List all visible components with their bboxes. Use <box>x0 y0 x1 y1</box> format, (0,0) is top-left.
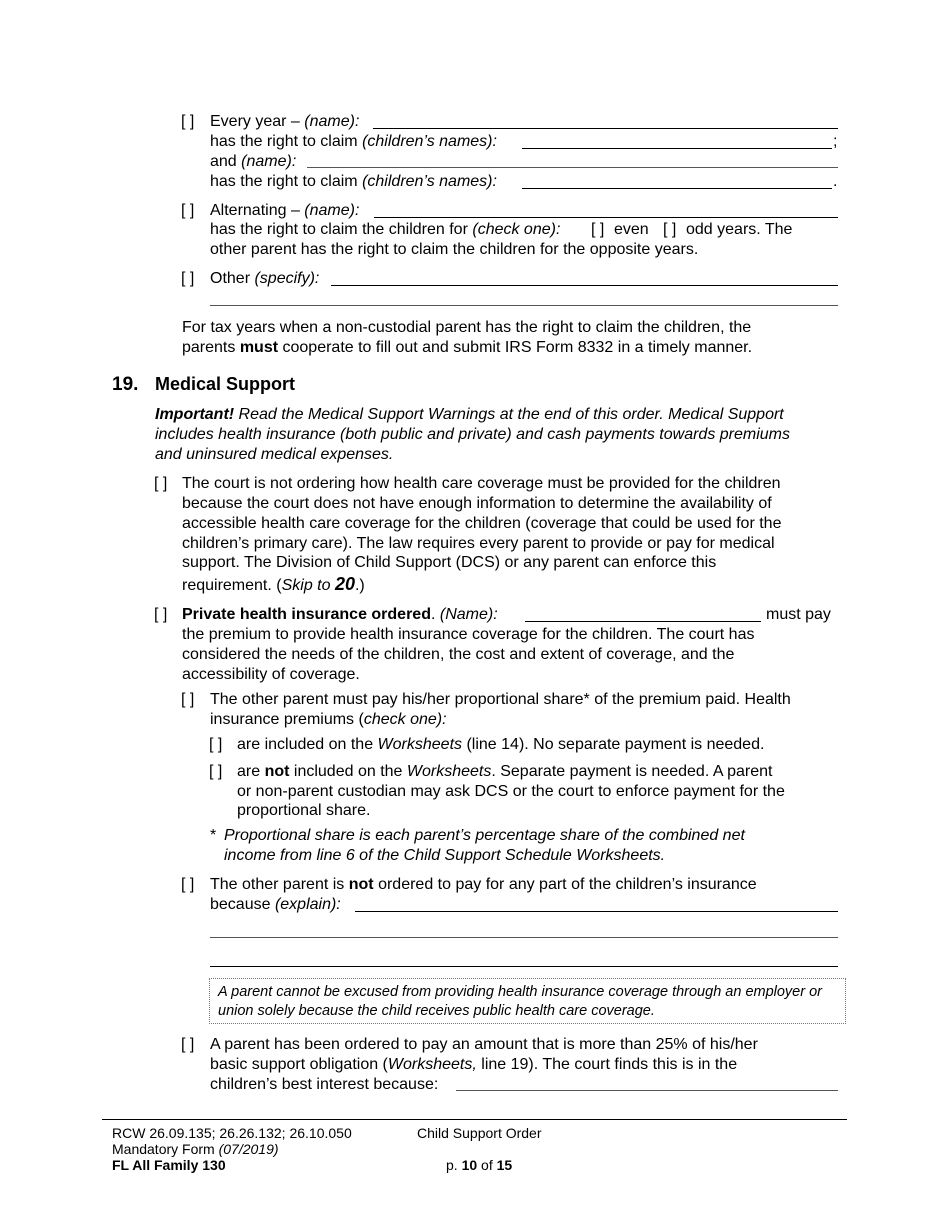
alternating-claim-text: has the right to claim the children for (check one): <box>210 221 561 238</box>
other-parent-pays-line-2: insurance premiums (check one): <box>210 711 447 728</box>
every-year-right-text-2: has the right to claim (children’s names): <box>210 173 497 190</box>
alternating-checkbox[interactable]: [ ] <box>181 202 195 219</box>
private-insurance-checkbox[interactable]: [ ] <box>154 606 168 623</box>
footer-page-number: p. 10 of 15 <box>446 1157 513 1173</box>
footnote-line-1: Proportional share is each parent’s percentage share of the combined net <box>224 827 745 844</box>
even-years-checkbox[interactable]: [ ] <box>591 221 605 238</box>
over-25-line-2: basic support obligation (Worksheets, line 19). The court finds this is in the <box>210 1056 738 1073</box>
other-specify-field-2[interactable] <box>210 305 838 306</box>
included-text: are included on the Worksheets (line 14). No separate payment is needed. <box>237 736 765 753</box>
important-line-1: Important! Read the Medical Support Warnings at the end of this order. Medical Support <box>155 406 784 423</box>
every-year-name-field-2[interactable] <box>307 167 838 168</box>
other-parent-pays-checkbox[interactable]: [ ] <box>181 691 195 708</box>
not-ordered-line-2: because (explain): <box>210 896 341 913</box>
every-year-children-field-2[interactable] <box>522 188 832 189</box>
other-specify-field[interactable] <box>331 285 838 286</box>
semicolon: ; <box>833 133 838 150</box>
footer-mandatory: Mandatory Form (07/2019) <box>112 1141 279 1157</box>
private-insurance-line-3: considered the needs of the children, the cost and extent of coverage, and the <box>182 646 735 663</box>
every-year-children-field-1[interactable] <box>522 148 832 149</box>
period: . <box>833 173 838 190</box>
notice-line-2: union solely because the child receives public health care coverage. <box>218 1003 655 1019</box>
tax-note-line-2: parents must cooperate to fill out and submit IRS Form 8332 in a timely manner. <box>182 339 753 356</box>
important-line-2: includes health insurance (both public and private) and cash payments towards premiums <box>155 426 791 443</box>
every-year-checkbox[interactable]: [ ] <box>181 113 195 130</box>
every-year-name-field[interactable] <box>373 128 838 129</box>
not-ordered-checkbox[interactable]: [ ] <box>181 876 195 893</box>
over-25-checkbox[interactable]: [ ] <box>181 1036 195 1053</box>
not-included-checkbox[interactable]: [ ] <box>209 763 223 780</box>
private-insurance-line-2: the premium to provide health insurance coverage for the children. The court has <box>182 626 755 643</box>
footer-form-id: FL All Family 130 <box>112 1157 226 1173</box>
other-label: Other (specify): <box>210 270 320 287</box>
other-parent-pays-line-1: The other parent must pay his/her proportional share* of the premium paid. Health <box>210 691 791 708</box>
footnote-line-2: income from line 6 of the Child Support Schedule Worksheets. <box>224 847 666 864</box>
private-insurance-name-field[interactable] <box>525 621 761 622</box>
must-pay-text: must pay <box>766 606 831 623</box>
explain-field-3[interactable] <box>210 966 838 967</box>
tax-note-line-1: For tax years when a non-custodial parent has the right to claim the children, the <box>182 319 752 336</box>
odd-years-checkbox[interactable]: [ ] <box>663 221 677 238</box>
not-ordering-line-6: requirement. (Skip to 20.) <box>182 574 365 594</box>
important-line-3: and uninsured medical expenses. <box>155 446 394 463</box>
alternating-label: Alternating – (name): <box>210 202 360 219</box>
other-checkbox[interactable]: [ ] <box>181 270 195 287</box>
not-included-line-2: or non-parent custodian may ask DCS or the court to enforce payment for the <box>237 783 785 800</box>
not-ordered-line-1: The other parent is not ordered to pay for any part of the children’s insurance <box>210 876 757 893</box>
notice-line-1: A parent cannot be excused from providing health insurance coverage through an employer or <box>218 984 822 1000</box>
private-insurance-line-1: Private health insurance ordered. (Name): <box>182 606 498 623</box>
odd-years-label: odd years. The <box>686 221 793 238</box>
alternating-name-field[interactable] <box>374 217 838 218</box>
not-ordering-line-3: accessible health care coverage for the children (coverage that could be used for the <box>182 515 782 532</box>
footer-rule <box>102 1119 847 1120</box>
footer-rcw: RCW 26.09.135; 26.26.132; 26.10.050 <box>112 1125 352 1141</box>
alternating-opposite-text: other parent has the right to claim the children for the opposite years. <box>210 241 699 258</box>
over-25-line-3: children’s best interest because: <box>210 1076 439 1093</box>
every-year-label: Every year – (name): <box>210 113 360 130</box>
over-25-line-1: A parent has been ordered to pay an amount that is more than 25% of his/her <box>210 1036 758 1053</box>
section-title: Medical Support <box>155 374 296 394</box>
footnote-star: * <box>210 827 217 844</box>
private-insurance-line-4: accessibility of coverage. <box>182 666 360 683</box>
explain-field-2[interactable] <box>210 937 838 938</box>
not-included-line-3: proportional share. <box>237 802 371 819</box>
even-years-label: even <box>614 221 649 238</box>
not-ordering-line-4: children’s primary care). The law requires every parent to provide or pay for medical <box>182 535 775 552</box>
every-year-and-label: and (name): <box>210 153 297 170</box>
not-ordering-line-1: The court is not ordering how health care coverage must be provided for the children <box>182 475 781 492</box>
best-interest-field[interactable] <box>456 1090 838 1091</box>
footer-title: Child Support Order <box>417 1125 542 1141</box>
not-ordering-line-5: support. The Division of Child Support (DCS) or any parent can enforce this <box>182 554 717 571</box>
not-ordering-checkbox[interactable]: [ ] <box>154 475 168 492</box>
explain-field-1[interactable] <box>355 911 838 912</box>
not-included-line-1: are not included on the Worksheets. Separate payment is needed. A parent <box>237 763 773 780</box>
not-ordering-line-2: because the court does not have enough information to determine the availability of <box>182 495 772 512</box>
section-number: 19. <box>112 374 139 395</box>
every-year-right-text-1: has the right to claim (children’s names): <box>210 133 497 150</box>
included-checkbox[interactable]: [ ] <box>209 736 223 753</box>
